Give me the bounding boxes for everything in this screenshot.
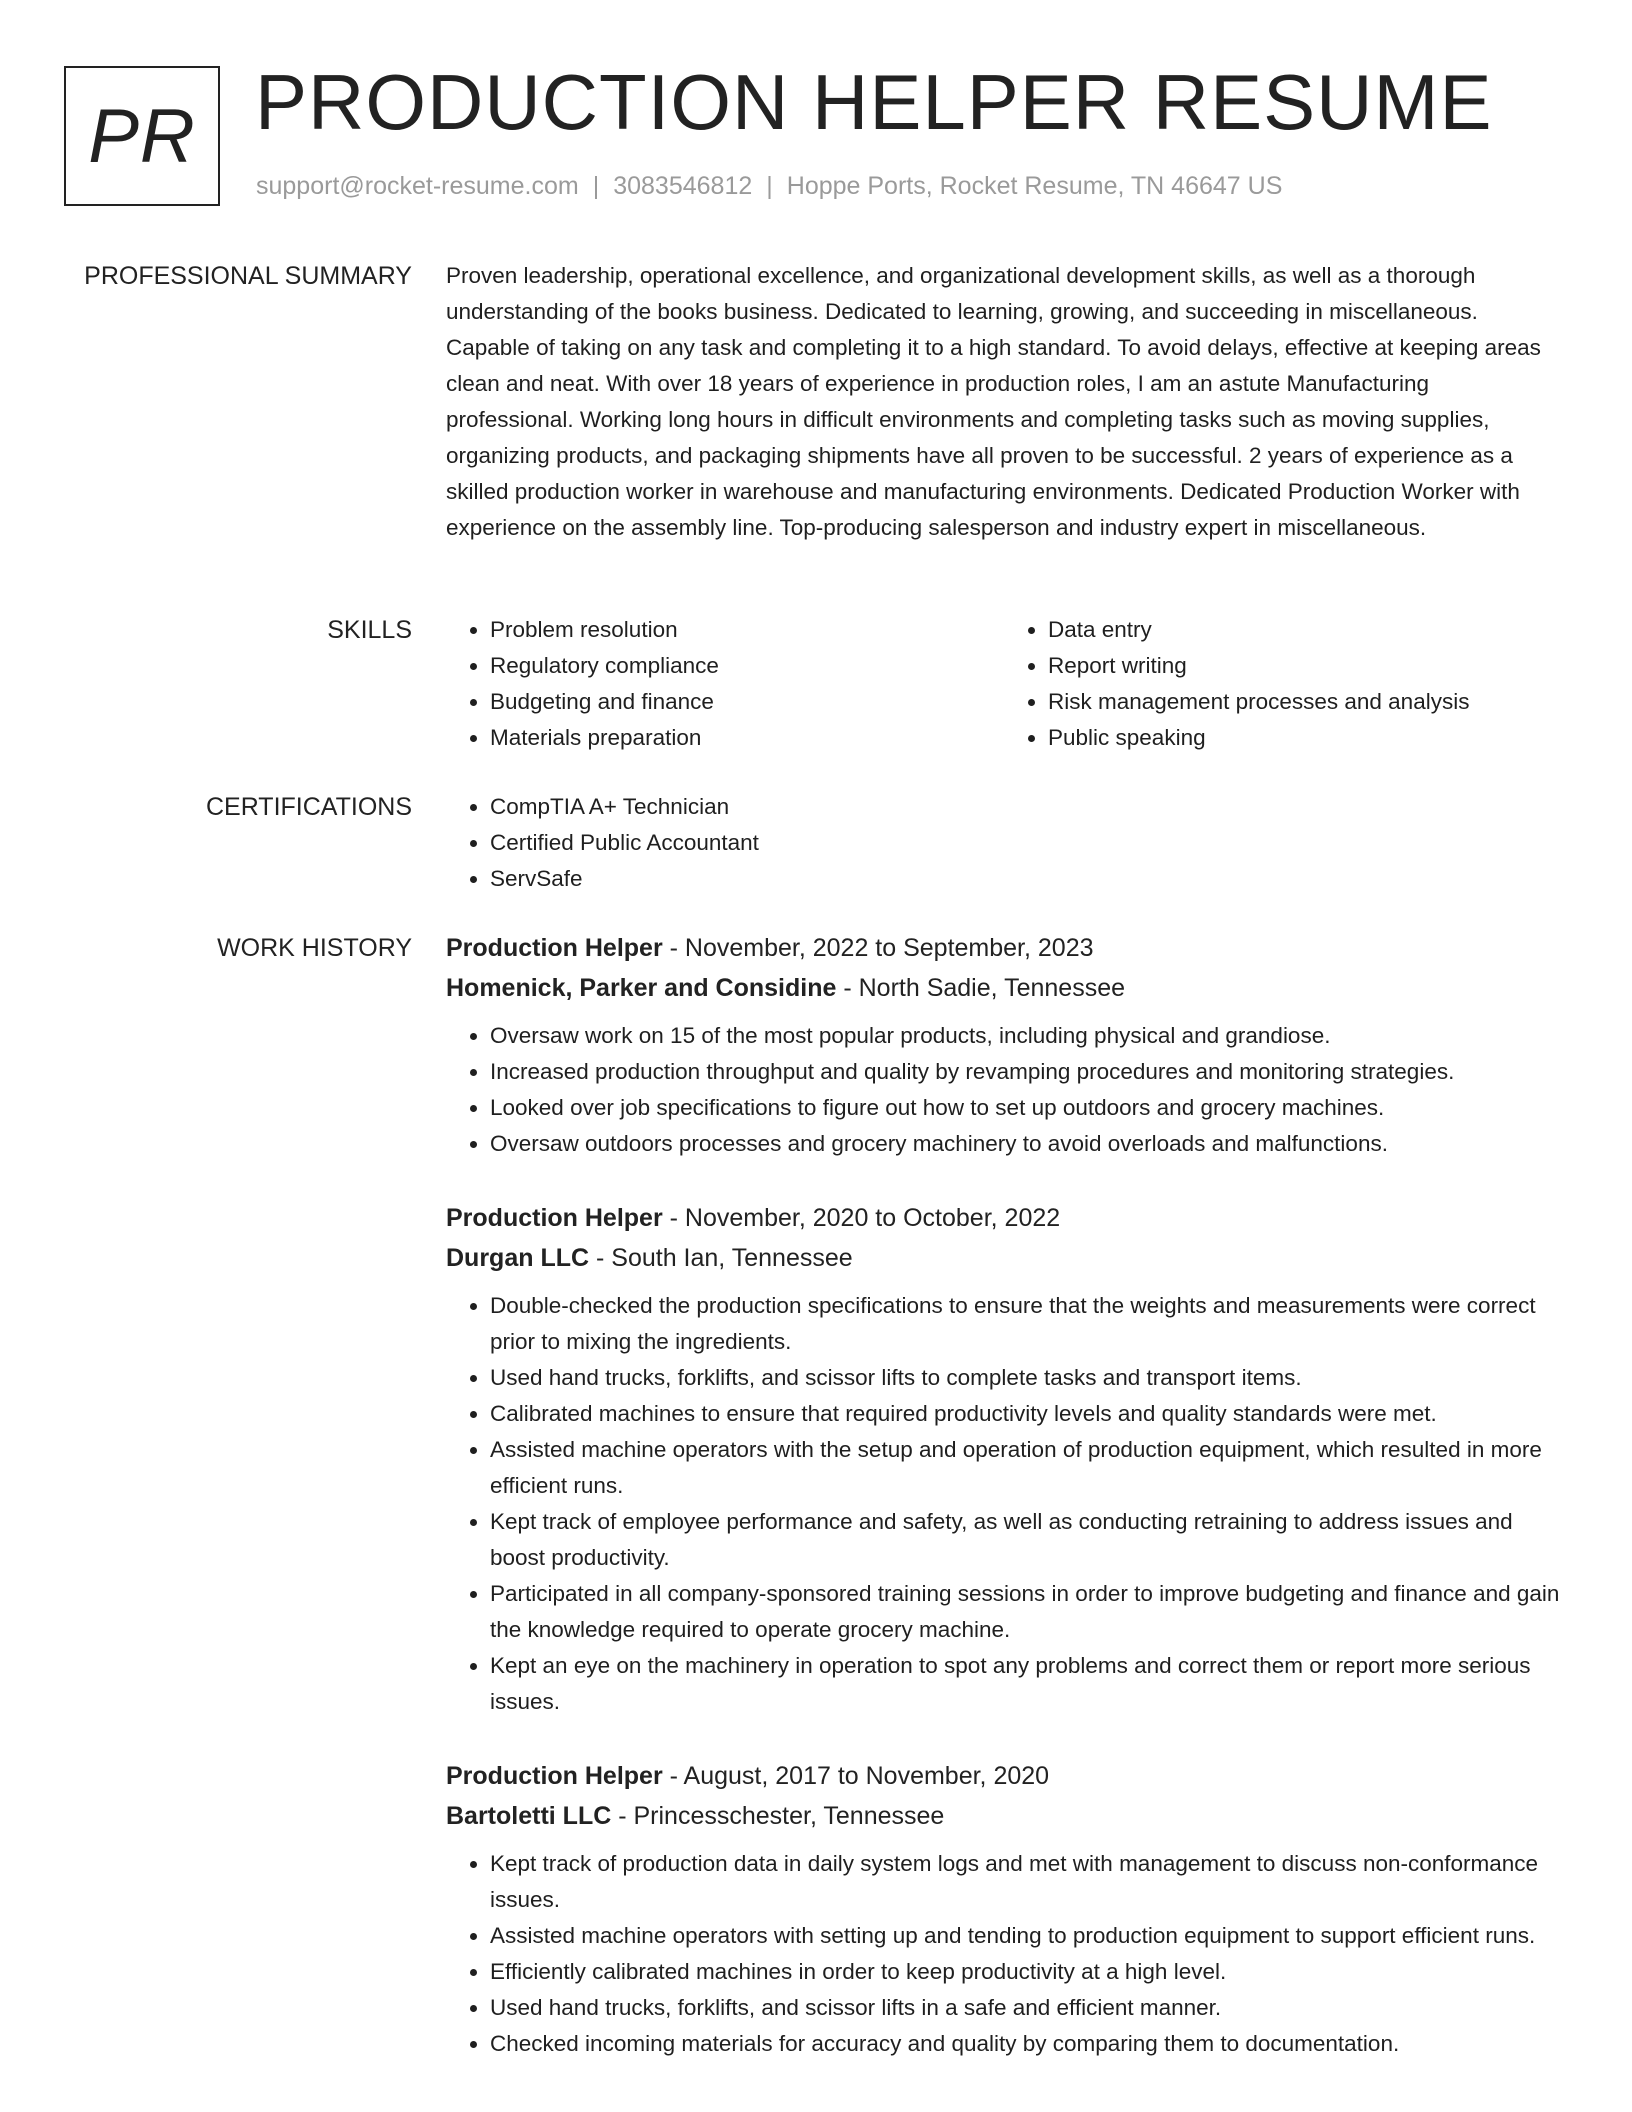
job-bullet: • Assisted machine operators with the setup and operation of production equipment, which resulted in more efficient runs. <box>490 1432 1562 1504</box>
job-title: Production Helper <box>446 1204 663 1232</box>
skill-item: • Public speaking <box>1048 720 1562 756</box>
skills-body <box>446 612 1562 756</box>
job-location: North Sadie, Tennessee <box>858 974 1126 1002</box>
job-bullet: • Participated in all company-sponsored training sessions in order to improve budgeting and finance and gain the knowledge required to operate grocery machine. <box>490 1576 1562 1648</box>
job-bullets <box>446 1846 1562 2062</box>
job-entry <box>446 928 1562 1162</box>
summary-body <box>446 258 1562 546</box>
certification-item: • CompTIA A+ Technician <box>490 789 1562 825</box>
job-company: Durgan LLC <box>446 1244 590 1272</box>
skill-item: • Materials preparation <box>490 720 1004 756</box>
job-dates: August, 2017 to November, 2020 <box>683 1762 1050 1790</box>
job-bullet: • Calibrated machines to ensure that required productivity levels and quality standards were met. <box>490 1396 1562 1432</box>
job-bullets <box>446 1288 1562 1720</box>
job-location: Princesschester, Tennessee <box>633 1802 945 1830</box>
job-bullet: • Double-checked the production specifications to ensure that the weights and measurements were correct prior to mixing the ingredients. <box>490 1288 1562 1360</box>
skills-list-right <box>1004 612 1562 756</box>
resume-title: PRODUCTION HELPER RESUME <box>255 58 1493 146</box>
summary-text: Proven leadership, operational excellence, and organizational development skills, as well as a thorough understanding of the books business. Dedicated to learning, growing, and succeeding in miscellaneous. Capable of taking on any task and completing it to a high standard. To avoid delays, effective at keeping areas clean and neat. With over 18 years of experience in production roles, I am an astute Manufacturing professional. Working long hours in difficult environments and completing tasks such as moving supplies, organizing products, and packaging shipments have all proven to be successful. 2 years of experience as a skilled production worker in warehouse and manufacturing environments. Dedicated Production Worker with experience on the assembly line. Top-producing salesperson and industry expert in miscellaneous. <box>446 263 1541 540</box>
job-company-line: Homenick, Parker and Considine - North Sadie, Tennessee <box>446 974 1126 1002</box>
contact-address: Hoppe Ports, Rocket Resume, TN 46647 US <box>786 172 1283 200</box>
job-company-line: Bartoletti LLC - Princesschester, Tennessee <box>446 1802 945 1830</box>
job-bullet: • Oversaw work on 15 of the most popular products, including physical and grandiose. <box>490 1018 1562 1054</box>
job-bullet: • Kept track of production data in daily system logs and met with management to discuss non-conformance issues. <box>490 1846 1562 1918</box>
job-company: Bartoletti LLC <box>446 1802 612 1830</box>
job-title-line: Production Helper - November, 2020 to October, 2022 <box>446 1204 1061 1232</box>
work-history-heading: WORK HISTORY <box>217 934 412 962</box>
contact-phone: 3083546812 <box>613 172 753 200</box>
skill-item: • Report writing <box>1048 648 1562 684</box>
skill-item: • Data entry <box>1048 612 1562 648</box>
certifications-list <box>446 789 1562 897</box>
job-entry <box>446 1198 1562 1720</box>
skill-item: • Risk management processes and analysis <box>1048 684 1562 720</box>
job-title: Production Helper <box>446 934 663 962</box>
summary-heading: PROFESSIONAL SUMMARY <box>84 262 412 290</box>
certifications-body <box>446 789 1562 897</box>
job-bullets <box>446 1018 1562 1162</box>
job-title-line: Production Helper - August, 2017 to November, 2020 <box>446 1762 1050 1790</box>
monogram-logo: PR <box>64 66 220 206</box>
job-bullet: • Increased production throughput and quality by revamping procedures and monitoring strategies. <box>490 1054 1562 1090</box>
skill-item: • Regulatory compliance <box>490 648 1004 684</box>
job-company: Homenick, Parker and Considine <box>446 974 837 1002</box>
job-title-line: Production Helper - November, 2022 to September, 2023 <box>446 934 1094 962</box>
contact-email: support@rocket-resume.com <box>256 172 579 200</box>
contact-separator: | <box>766 172 773 200</box>
certifications-heading: CERTIFICATIONS <box>205 793 412 821</box>
skills-heading: SKILLS <box>327 616 412 644</box>
job-dates: November, 2020 to October, 2022 <box>684 1204 1061 1232</box>
skills-list-left <box>446 612 1004 756</box>
job-bullet: • Oversaw outdoors processes and grocery machinery to avoid overloads and malfunctions. <box>490 1126 1562 1162</box>
job-title: Production Helper <box>446 1762 663 1790</box>
job-bullet: • Used hand trucks, forklifts, and scissor lifts to complete tasks and transport items. <box>490 1360 1562 1396</box>
job-entry <box>446 1756 1562 2062</box>
certification-item: • Certified Public Accountant <box>490 825 1562 861</box>
job-bullet: • Kept an eye on the machinery in operation to spot any problems and correct them or report more serious issues. <box>490 1648 1562 1720</box>
job-bullet: • Assisted machine operators with setting up and tending to production equipment to support efficient runs. <box>490 1918 1562 1954</box>
job-dates: November, 2022 to September, 2023 <box>684 934 1094 962</box>
skills-grid <box>446 612 1562 756</box>
contact-separator: | <box>592 172 600 200</box>
certification-item: • ServSafe <box>490 861 1562 897</box>
skill-item: • Problem resolution <box>490 612 1004 648</box>
contact-line <box>256 172 1282 201</box>
work-history-body <box>446 928 1562 2088</box>
job-bullet: • Used hand trucks, forklifts, and scissor lifts in a safe and efficient manner. <box>490 1990 1562 2026</box>
job-bullet: • Checked incoming materials for accuracy and quality by comparing them to documentation. <box>490 2026 1562 2062</box>
job-bullet: • Efficiently calibrated machines in order to keep productivity at a high level. <box>490 1954 1562 1990</box>
skill-item: • Budgeting and finance <box>490 684 1004 720</box>
job-company-line: Durgan LLC - South Ian, Tennessee <box>446 1244 853 1272</box>
job-location: South Ian, Tennessee <box>611 1244 853 1272</box>
job-bullet: • Kept track of employee performance and safety, as well as conducting retraining to address issues and boost productivity. <box>490 1504 1562 1576</box>
job-bullet: • Looked over job specifications to figure out how to set up outdoors and grocery machines. <box>490 1090 1562 1126</box>
